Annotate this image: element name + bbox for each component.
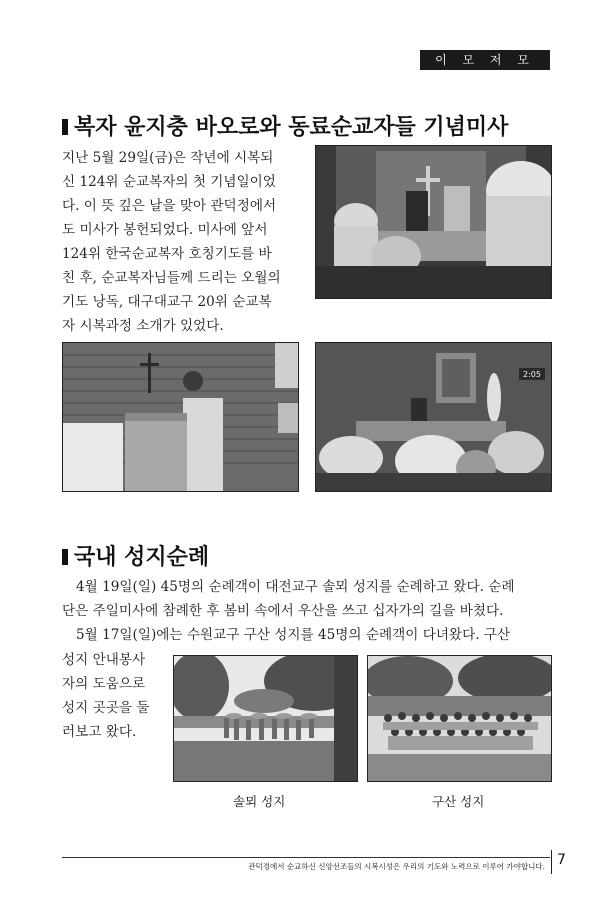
page-number: 7: [557, 852, 566, 868]
clock-text: 2:05: [523, 370, 541, 379]
footer-motto: 관덕정에서 순교하신 신앙선조들의 시복시성은 우리의 기도와 노력으로 이루어 가야합니다.: [248, 862, 545, 871]
text-line: 도 미사가 봉헌되었다. 미사에 앞서: [62, 222, 268, 238]
congregation-photo: [315, 342, 552, 492]
page-number-divider: [551, 850, 552, 874]
text-line: 다. 이 뜻 깊은 날을 맞아 관덕정에서: [62, 198, 277, 214]
mass-photo: [315, 145, 552, 299]
text-line: 러보고 왔다.: [62, 724, 137, 740]
caption-solmoe: 솔뫼 성지: [233, 794, 286, 809]
text-line: 4월 19일(일) 45명의 순례객이 대전교구 솔뫼 성지를 순례하고 왔다. 순례: [76, 579, 515, 595]
text-line: 5월 17일(일)에는 수원교구 구산 성지를 45명의 순례객이 다녀왔다. 구산: [76, 627, 511, 643]
lectern-photo: [62, 342, 299, 492]
text-line: 지난 5월 29일(금)은 작년에 시복되: [62, 150, 274, 166]
text-line: 기도 낭독, 대구대교구 20위 순교복: [62, 294, 272, 310]
text-line: 단은 주일미사에 참례한 후 봄비 속에서 우산을 쓰고 십자가의 길을 바쳤다.: [62, 603, 504, 619]
heading-bullet: [62, 549, 68, 565]
section2-title-row: [62, 540, 209, 571]
section1-title: 복자 윤지충 바오로와 동료순교자들 기념미사: [74, 115, 509, 140]
solmoe-photo: [173, 655, 358, 782]
text-line: 친 후, 순교복자님들께 드리는 오월의: [62, 270, 281, 286]
gusan-photo: [367, 655, 552, 782]
text-line: 자의 도움으로: [62, 676, 146, 692]
text-line: 자 시복과정 소개가 있었다.: [62, 318, 224, 334]
text-line: 124위 한국순교복자 호칭기도를 바: [62, 246, 272, 262]
section2-side-paragraph: [62, 648, 172, 744]
text-line: 성지 곳곳을 둘: [62, 700, 150, 716]
section-tag: 이 모 저 모: [420, 50, 550, 70]
heading-bullet: [62, 119, 68, 135]
caption-gusan: 구산 성지: [432, 794, 485, 809]
section2-title: 국내 성지순례: [74, 545, 210, 570]
text-line: 신 124위 순교복자의 첫 기념일이었: [62, 174, 276, 190]
section1-paragraph: [62, 146, 312, 338]
section2-paragraph: [62, 575, 552, 647]
footer-divider: [62, 857, 550, 858]
text-line: 성지 안내봉사: [62, 652, 146, 668]
section1-title-row: [62, 110, 508, 141]
